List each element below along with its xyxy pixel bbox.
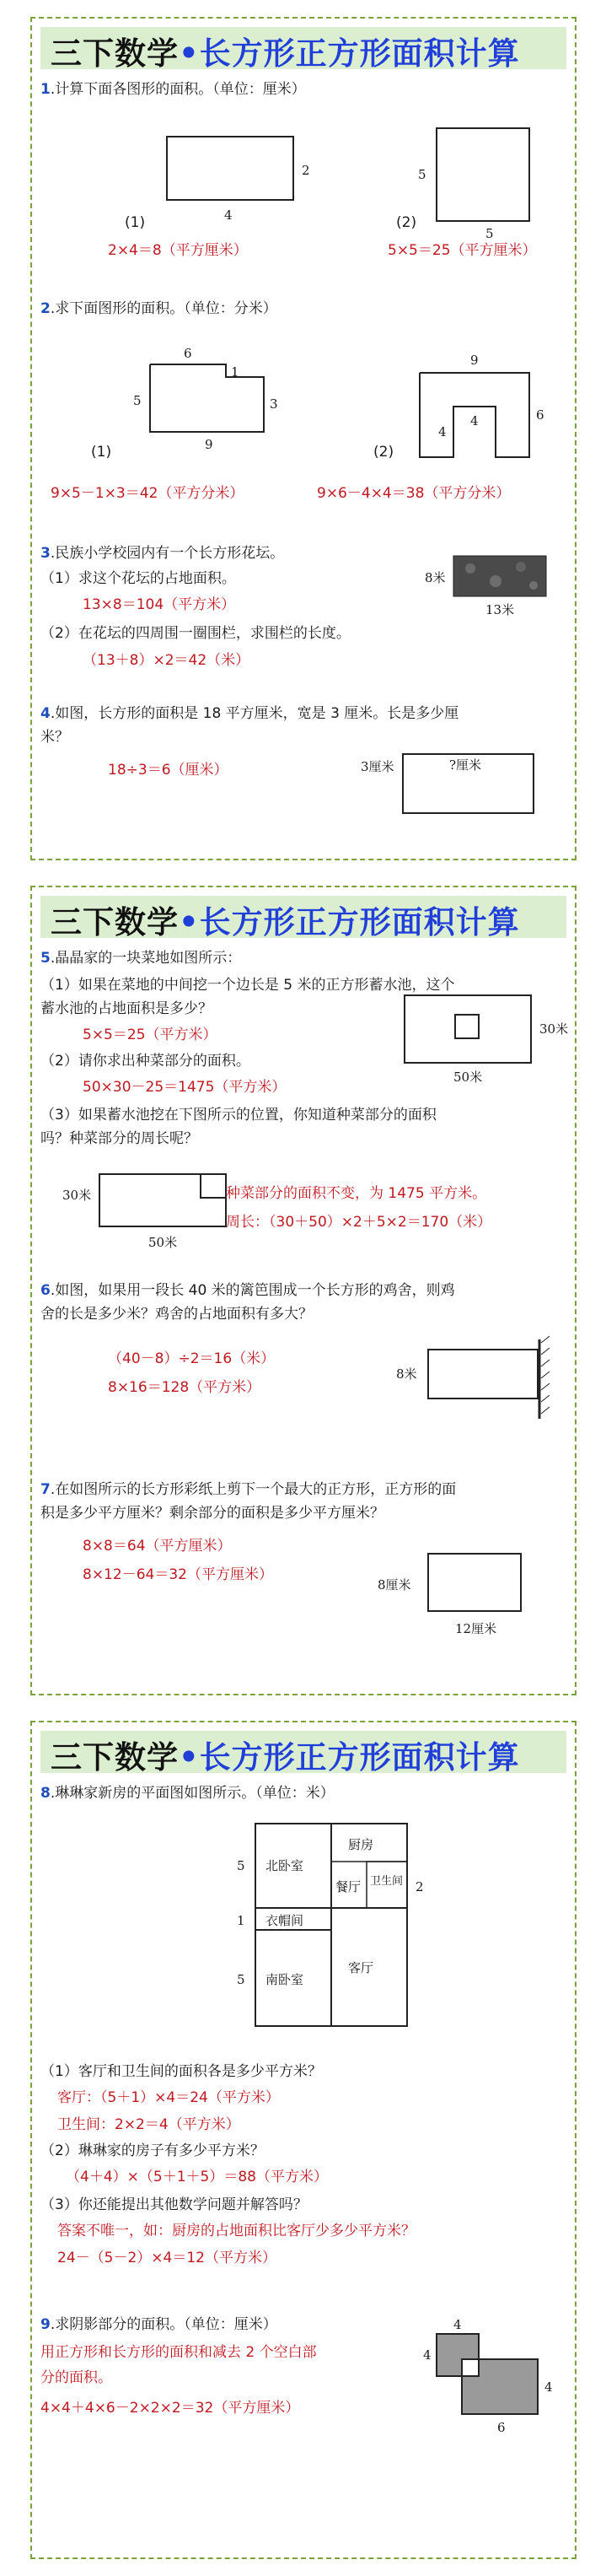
title-bar bbox=[40, 27, 566, 72]
q1-figure-1 bbox=[133, 111, 310, 223]
svg-text:南卧室: 南卧室 bbox=[265, 1972, 304, 1987]
q1-answer-2: 5×5＝25（平方厘米） bbox=[388, 242, 537, 259]
question-5: 5.晶晶家的一块菜地如图所示： bbox=[40, 950, 242, 967]
question-2: 2.求下面图形的面积。（单位：分米） bbox=[40, 300, 277, 317]
worksheet-panel-3 bbox=[30, 1721, 577, 2559]
q3-answer-2: （13＋8）×2＝42（米） bbox=[83, 652, 250, 669]
q9-answer-1: 用正方形和长方形的面积和减去 2 个空白部 bbox=[40, 2344, 317, 2361]
svg-text:30米: 30米 bbox=[539, 1021, 569, 1037]
svg-text:30米: 30米 bbox=[62, 1188, 92, 1203]
svg-text:4: 4 bbox=[423, 2347, 432, 2363]
q2-answer-1: 9×5－1×3＝42（平方分米） bbox=[51, 485, 244, 502]
svg-text:6: 6 bbox=[184, 346, 192, 361]
q7-answer-2: 8×12－64＝32（平方厘米） bbox=[83, 1566, 273, 1583]
q2-figure-2 bbox=[386, 339, 580, 466]
svg-text:8厘米: 8厘米 bbox=[378, 1577, 411, 1592]
q5-sub-1-line-2: 蓄水池的占地面积是多少？ bbox=[40, 1000, 212, 1017]
svg-text:4: 4 bbox=[453, 2317, 462, 2332]
q3-sub-2: （2）在花坛的四周围一圈围栏，求围栏的长度。 bbox=[40, 625, 351, 642]
q2-label-1: (1) bbox=[91, 444, 112, 461]
q5-answer-3a: 种菜部分的面积不变，为 1475 平方米。 bbox=[226, 1185, 487, 1202]
q4-figure bbox=[348, 746, 550, 822]
svg-text:5: 5 bbox=[237, 1972, 245, 1987]
svg-text:6: 6 bbox=[536, 407, 544, 423]
question-3: 3.民族小学校园内有一个长方形花坛。 bbox=[40, 545, 285, 562]
q5-sub-3-line-1: （3）如果蓄水池挖在下图所示的位置，你知道种菜部分的面积 bbox=[40, 1107, 437, 1124]
svg-text:13米: 13米 bbox=[485, 602, 515, 617]
q8-sub-2: （2）琳琳家的房子有多少平方米？ bbox=[40, 2142, 265, 2159]
q9-answer-3: 4×4＋4×6－2×2×2＝32（平方厘米） bbox=[40, 2400, 300, 2417]
q7-paper-figure bbox=[369, 1545, 538, 1646]
svg-text:4: 4 bbox=[224, 207, 233, 223]
svg-text:5: 5 bbox=[133, 393, 142, 408]
svg-text:5: 5 bbox=[418, 167, 426, 182]
q9-answer-2: 分的面积。 bbox=[40, 2369, 112, 2386]
question-8: 8.琳琳家新房的平面图如图所示。（单位：米） bbox=[40, 1785, 335, 1802]
q5-sub-1-line-1: （1）如果在菜地的中间挖一个边长是 5 米的正方形蓄水池，这个 bbox=[40, 977, 455, 994]
q5-answer-1: 5×5＝25（平方米） bbox=[83, 1027, 217, 1043]
svg-text:衣帽间: 衣帽间 bbox=[265, 1913, 304, 1928]
question-1: 1.计算下面各图形的面积。（单位：厘米） bbox=[40, 81, 306, 98]
q1-figure-2 bbox=[403, 107, 571, 241]
question-6-line-2: 舍的长是多少米？鸡舍的占地面积有多大？ bbox=[40, 1306, 313, 1323]
page-title: 三下数学•长方形正方形面积计算 bbox=[51, 35, 520, 72]
q6-answer-2: 8×16＝128（平方米） bbox=[108, 1379, 261, 1396]
svg-text:2: 2 bbox=[416, 1879, 424, 1894]
title-bar bbox=[40, 1731, 566, 1776]
q5-field-figure-1 bbox=[396, 987, 573, 1105]
q8-answer-3b: 24－（5－2）×4＝12（平方米） bbox=[57, 2250, 276, 2266]
svg-text:厨房: 厨房 bbox=[348, 1837, 374, 1852]
svg-text:4: 4 bbox=[438, 424, 447, 439]
q2-label-2: (2) bbox=[373, 444, 394, 461]
q3-sub-1: （1）求这个花坛的占地面积。 bbox=[40, 570, 236, 587]
svg-text:4: 4 bbox=[544, 2379, 553, 2395]
q6-coop-figure bbox=[386, 1334, 563, 1436]
svg-text:1: 1 bbox=[237, 1913, 245, 1928]
q3-flowerbed-figure bbox=[420, 552, 571, 628]
question-4-line-2: 米？ bbox=[40, 729, 69, 746]
svg-text:8米: 8米 bbox=[396, 1366, 417, 1382]
q5-answer-2: 50×30－25＝1475（平方米） bbox=[83, 1079, 287, 1096]
svg-text:8米: 8米 bbox=[425, 570, 446, 585]
q8-answer-2: （4＋4）×（5＋1＋5）＝88（平方米） bbox=[66, 2169, 328, 2185]
q8-answer-1a: 客厅：（5＋1）×4＝24（平方米） bbox=[57, 2089, 280, 2106]
q2-answer-2: 9×6－4×4＝38（平方分米） bbox=[317, 485, 511, 502]
q4-answer: 18÷3＝6（厘米） bbox=[108, 762, 228, 779]
q3-answer-1: 13×8＝104（平方米） bbox=[83, 596, 236, 613]
q5-sub-2: （2）请你求出种菜部分的面积。 bbox=[40, 1053, 250, 1070]
q8-sub-1: （1）客厅和卫生间的面积各是多少平方米？ bbox=[40, 2063, 322, 2080]
question-4: 4.如图，长方形的面积是 18 平方厘米，宽是 3 厘米。长是多少厘 bbox=[40, 705, 459, 722]
q8-answer-3a: 答案不唯一，如：厨房的占地面积比客厅少多少平方米？ bbox=[57, 2223, 416, 2239]
svg-text:2: 2 bbox=[302, 163, 310, 178]
svg-text:餐厅: 餐厅 bbox=[335, 1879, 362, 1894]
q8-floor-plan bbox=[222, 1807, 441, 2051]
q1-label-2: (2) bbox=[396, 214, 417, 231]
worksheet-panel-2 bbox=[30, 886, 577, 1695]
page-title: 三下数学•长方形正方形面积计算 bbox=[51, 904, 520, 940]
svg-text:50米: 50米 bbox=[148, 1235, 178, 1250]
q8-answer-1b: 卫生间：2×2＝4（平方米） bbox=[57, 2116, 240, 2133]
svg-text:卫生间: 卫生间 bbox=[370, 1875, 404, 1888]
page-title: 三下数学•长方形正方形面积计算 bbox=[51, 1739, 520, 1776]
svg-text:9: 9 bbox=[470, 353, 479, 368]
svg-text:3: 3 bbox=[270, 396, 278, 412]
svg-text:5: 5 bbox=[485, 226, 494, 241]
svg-text:5: 5 bbox=[237, 1858, 245, 1873]
q6-answer-1: （40－8）÷2＝16（米） bbox=[108, 1350, 276, 1367]
svg-text:12厘米: 12厘米 bbox=[455, 1621, 497, 1636]
q5-answer-3b: 周长：（30＋50）×2＋5×2＝170（米） bbox=[226, 1214, 492, 1231]
question-9: 9.求阴影部分的面积。（单位：厘米） bbox=[40, 2316, 277, 2333]
svg-text:6: 6 bbox=[497, 2420, 506, 2435]
svg-text:9: 9 bbox=[205, 437, 213, 452]
svg-text:?厘米: ?厘米 bbox=[449, 757, 482, 773]
question-7: 7.在如图所示的长方形彩纸上剪下一个最大的正方形，正方形的面 bbox=[40, 1481, 457, 1498]
svg-text:4: 4 bbox=[470, 413, 479, 428]
q5-field-figure-2 bbox=[57, 1166, 243, 1258]
question-7-line-2: 积是多少平方厘米？剩余部分的面积是多少平方厘米？ bbox=[40, 1505, 384, 1522]
q1-label-1: (1) bbox=[125, 214, 146, 231]
question-6: 6.如图，如果用一段长 40 米的篱笆围成一个长方形的鸡舍，则鸡 bbox=[40, 1282, 455, 1299]
q2-figure-1 bbox=[116, 339, 335, 457]
svg-text:3厘米: 3厘米 bbox=[361, 759, 394, 774]
q5-sub-3-line-2: 吗？种菜部分的周长呢？ bbox=[40, 1130, 198, 1147]
svg-text:50米: 50米 bbox=[453, 1070, 483, 1085]
svg-text:1: 1 bbox=[231, 364, 239, 380]
q1-answer-1: 2×4＝8（平方厘米） bbox=[108, 242, 248, 259]
title-bar bbox=[40, 896, 566, 938]
q7-answer-1: 8×8＝64（平方厘米） bbox=[83, 1538, 232, 1555]
svg-text:客厅: 客厅 bbox=[348, 1960, 374, 1975]
q8-sub-3: （3）你还能提出其他数学问题并解答吗？ bbox=[40, 2196, 308, 2213]
q9-shaded-figure bbox=[403, 2317, 571, 2452]
svg-text:北卧室: 北卧室 bbox=[265, 1858, 304, 1873]
worksheet-panel-1 bbox=[30, 17, 577, 860]
